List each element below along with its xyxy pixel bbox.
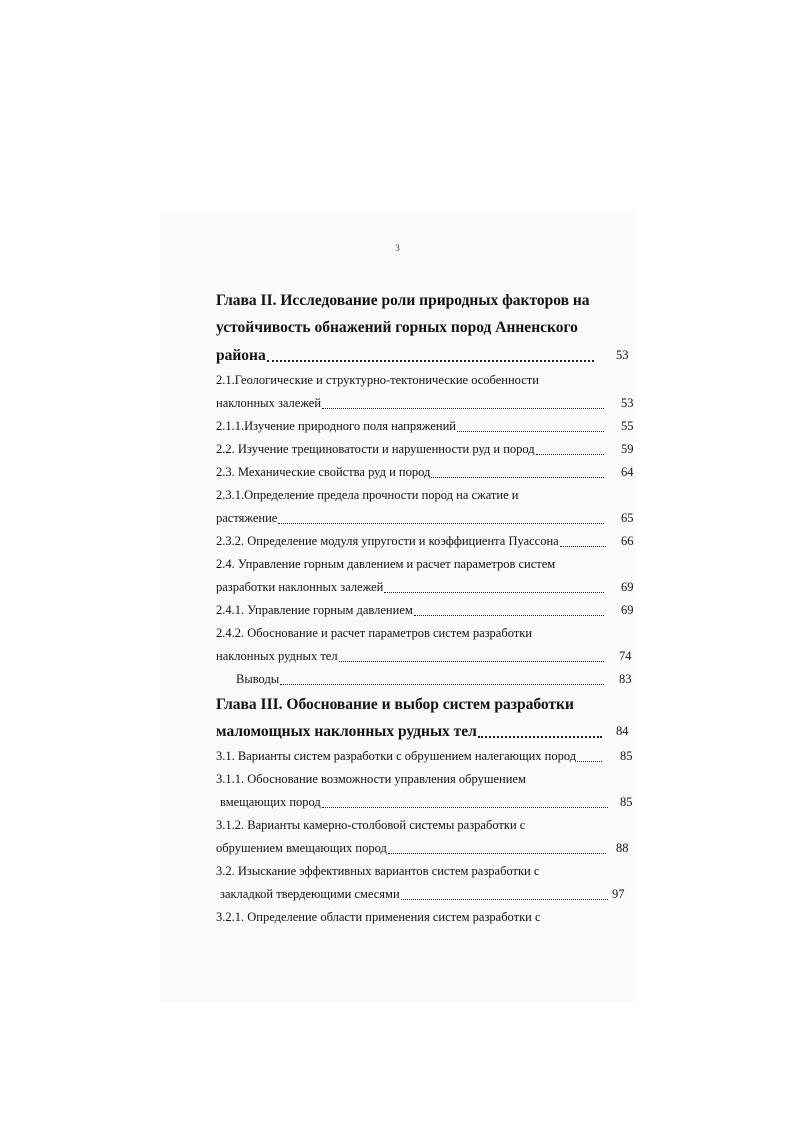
toc-entry-text: 3.1. Варианты систем разработки с обрушением налегающих пород (216, 749, 577, 764)
toc-entry-line (216, 814, 636, 837)
toc-entry-text: закладкой твердеющими смесями (220, 887, 400, 902)
toc-page-number: 65 (621, 510, 634, 525)
toc-entry-text: 2.4. Управление горным давлением и расчет параметров систем (216, 556, 556, 571)
toc-leader-dots (536, 454, 604, 455)
toc-entry-line (216, 745, 636, 768)
toc-entry-line (216, 461, 636, 484)
toc-page-number: 74 (619, 648, 632, 663)
toc-entry-line (216, 484, 636, 507)
toc-entry-line (216, 906, 636, 929)
toc-leader-dots (322, 408, 604, 409)
toc-page-number: 85 (620, 749, 633, 764)
toc-heading-line (216, 314, 636, 341)
toc-entry-line (216, 369, 636, 392)
toc-entry-text: 2.3. Механические свойства руд и пород (216, 464, 431, 479)
toc-leader-dots (401, 899, 608, 900)
toc-entry-text: наклонных рудных тел (216, 648, 338, 663)
toc-entry-text: маломощных наклонных рудных тел (216, 723, 477, 741)
toc-entry-text: 2.3.1.Определение предела прочности пород на сжатие и (216, 487, 519, 502)
toc-entry-line (216, 645, 636, 668)
toc-page-number: 88 (616, 841, 629, 856)
toc-leader-dots (457, 431, 604, 432)
toc-entry-text: наклонных залежей (216, 395, 322, 410)
toc-entry-text: 2.2. Изучение трещиноватости и нарушенности руд и пород (216, 441, 535, 456)
toc-entry-text: 3.2. Изыскание эффективных вариантов систем разработки с (216, 864, 540, 879)
toc-entry-text: 2.4.2. Обоснование и расчет параметров систем разработки (216, 625, 533, 640)
toc-entry-line (216, 599, 636, 622)
toc-entry-text: 2.3.2. Определение модуля упругости и коэффициента Пуассона (216, 533, 559, 548)
toc-entry-text: разработки наклонных залежей (216, 579, 384, 594)
toc-leader-dots (267, 360, 594, 362)
toc-entry-line (216, 768, 636, 791)
toc-heading-line (216, 342, 636, 369)
toc-entry-line (216, 883, 636, 906)
toc-entry-line (216, 415, 636, 438)
toc-entry-line (216, 622, 636, 645)
toc-leader-dots (388, 853, 606, 854)
toc-entry-line (216, 837, 636, 860)
toc-page-number: 83 (619, 671, 632, 686)
toc-entry-text: 3.1.1. Обоснование возможности управления обрушением (216, 772, 526, 787)
toc-leader-dots (384, 592, 604, 593)
toc-page-number: 97 (612, 887, 625, 902)
toc-heading-line (216, 691, 636, 718)
toc-page-number: 64 (621, 464, 634, 479)
page-number: 3 (395, 243, 400, 253)
toc-entry-text: 3.2.1. Определение области применения систем разработки с (216, 910, 541, 925)
toc-leader-dots (560, 546, 606, 547)
toc-entry-line (216, 791, 636, 814)
toc-leader-dots (478, 736, 602, 738)
toc-leader-dots (414, 615, 604, 616)
toc-entry-text: устойчивость обнажений горных пород Анненского (216, 319, 578, 337)
toc-page-number: 59 (621, 441, 634, 456)
toc-entry-line (216, 530, 636, 553)
toc-entry-line (216, 553, 636, 576)
toc-entry-text: Глава III. Обоснование и выбор систем разработки (216, 695, 574, 713)
toc-page-number: 85 (620, 795, 633, 810)
toc-entry-text: обрушением вмещающих пород (216, 841, 387, 856)
toc-page-number: 69 (621, 602, 634, 617)
toc-entry-text: района (216, 346, 266, 364)
toc-entry-text: 2.1.Геологические и структурно-тектонические особенности (216, 372, 539, 387)
toc-heading-line (216, 287, 636, 314)
toc-entry-text: Глава II. Исследование роли природных факторов на (216, 292, 590, 309)
toc-page-number: 69 (621, 579, 634, 594)
toc-entry-line (216, 576, 636, 599)
toc-entry-text: Выводы (236, 671, 280, 686)
toc-entry-text: 3.1.2. Варианты камерно-столбовой системы разработки с (216, 818, 526, 833)
toc-entry-line (216, 668, 636, 691)
toc-entry-text: вмещающих пород (220, 795, 321, 810)
toc-page-number: 53 (616, 347, 629, 362)
toc-page-number: 84 (616, 724, 629, 739)
toc-entry-text: 2.4.1. Управление горным давлением (216, 602, 413, 617)
toc-page-number: 55 (621, 418, 634, 433)
toc-leader-dots (431, 477, 604, 478)
table-of-contents (216, 287, 636, 929)
toc-leader-dots (280, 684, 604, 685)
toc-leader-dots (322, 807, 608, 808)
toc-leader-dots (278, 523, 604, 524)
toc-page-number: 66 (621, 533, 634, 548)
toc-leader-dots (577, 761, 602, 762)
toc-entry-line (216, 507, 636, 530)
toc-entry-line (216, 860, 636, 883)
toc-leader-dots (339, 661, 604, 662)
toc-heading-line (216, 718, 636, 745)
toc-entry-text: 2.1.1.Изучение природного поля напряжений (216, 418, 456, 433)
toc-entry-line (216, 438, 636, 461)
toc-entry-text: растяжение (216, 510, 278, 525)
toc-page-number: 53 (621, 395, 634, 410)
toc-entry-line (216, 392, 636, 415)
